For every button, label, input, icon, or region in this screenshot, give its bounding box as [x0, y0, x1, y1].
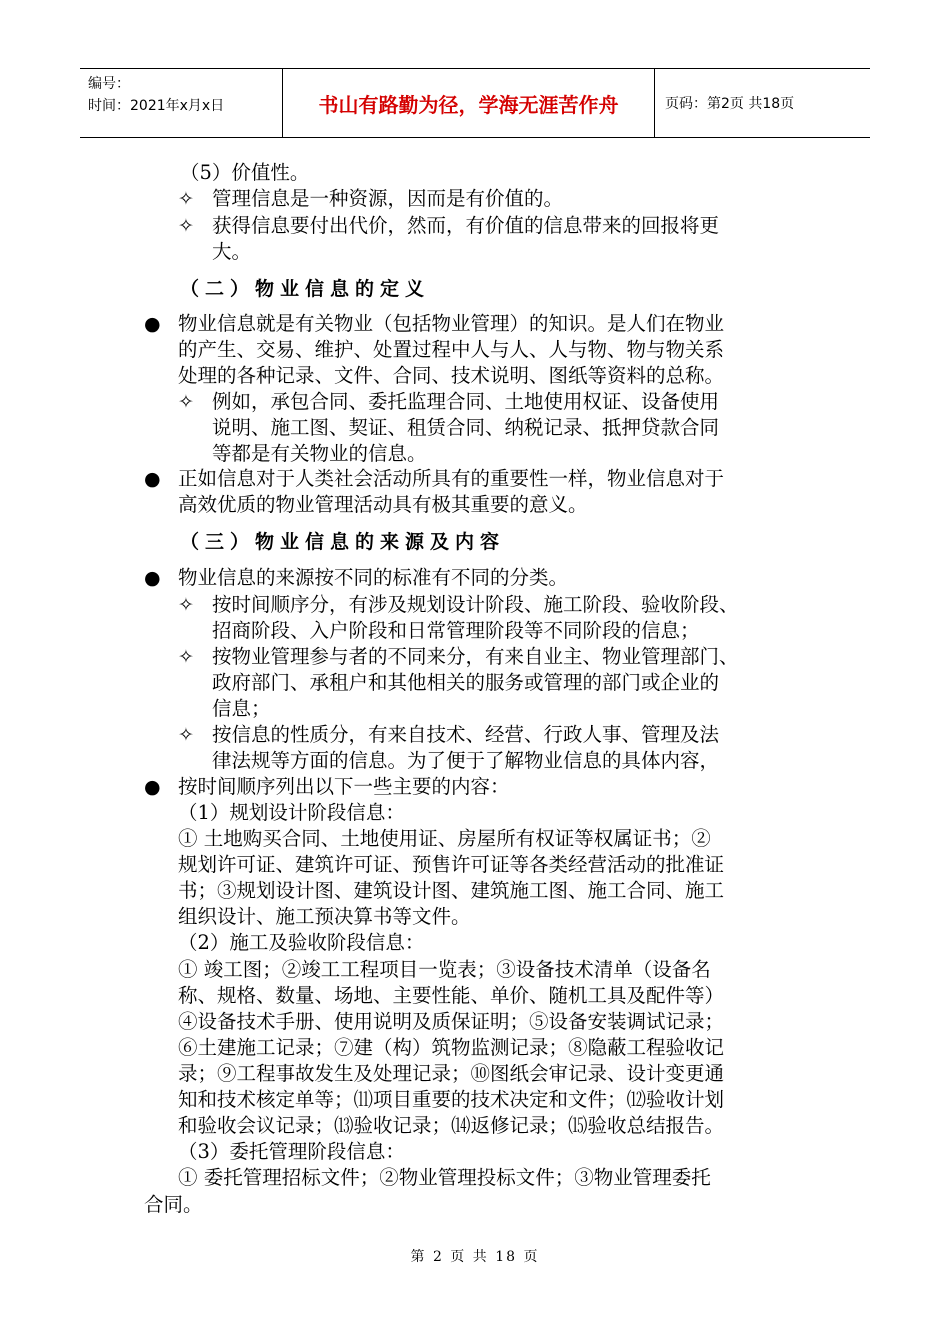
paragraph-text: 和验收会议记录；⒀验收记录；⒁返修记录；⒂验收总结报告。: [178, 1114, 725, 1137]
paragraph-text: 按物业管理参与者的不同来分，有来自业主、物业管理部门、: [212, 645, 739, 668]
header-page-info: 页码：第2页 共18页: [665, 96, 795, 112]
paragraph-text: 高效优质的物业管理活动具有极其重要的意义。: [178, 493, 588, 516]
paragraph-text: 律法规等方面的信息。为了便于了解物业信息的具体内容，: [212, 749, 720, 772]
paragraph-text: 称、规格、数量、场地、主要性能、单价、随机工具及配件等）: [178, 984, 725, 1007]
paragraph-text: 书；③规划设计图、建筑设计图、建筑施工图、施工合同、施工: [178, 879, 725, 902]
page-header: [80, 68, 870, 138]
paragraph-text: 按时间顺序列出以下一些主要的内容：: [178, 775, 510, 798]
doc-number-label: 编号：: [88, 76, 130, 92]
section-heading: （二）物业信息的定义: [180, 278, 431, 300]
paragraph-value: （5）价值性。: [180, 161, 310, 184]
paragraph-text: 按时间顺序分，有涉及规划设计阶段、施工阶段、验收阶段、: [212, 593, 739, 616]
diamond-bullet-icon: ✧: [178, 391, 194, 413]
paragraph-text: 招商阶段、入户阶段和日常管理阶段等不同阶段的信息；: [212, 619, 700, 642]
paragraph-text: 管理信息是一种资源，因而是有价值的。: [212, 187, 564, 210]
paragraph-text: 按信息的性质分，有来自技术、经营、行政人事、管理及法: [212, 723, 720, 746]
paragraph-text: ⑥土建施工记录；⑦建（构）筑物监测记录；⑧隐蔽工程验收记: [178, 1036, 725, 1059]
paragraph-text: 物业信息的来源按不同的标准有不同的分类。: [178, 566, 569, 589]
paragraph-text: 合同。: [144, 1193, 203, 1216]
dot-bullet-icon: ●: [144, 313, 161, 335]
page-footer: 第 2 页 共 18 页: [410, 1249, 540, 1265]
diamond-bullet-icon: ✧: [178, 646, 194, 668]
paragraph-text: 物业信息就是有关物业（包括物业管理）的知识。是人们在物业: [178, 312, 725, 335]
paragraph-text: 例如，承包合同、委托监理合同、土地使用权证、设备使用: [212, 390, 720, 413]
paragraph-text: ① 委托管理招标文件；②物业管理投标文件；③物业管理委托: [178, 1166, 711, 1189]
paragraph-text: 等都是有关物业的信息。: [212, 442, 427, 465]
subsection-title: （3）委托管理阶段信息：: [178, 1140, 405, 1163]
paragraph-text: 获得信息要付出代价，然而，有价值的信息带来的回报将更: [212, 214, 720, 237]
diamond-bullet-icon: ✧: [178, 594, 194, 616]
subsection-title: （2）施工及验收阶段信息：: [178, 931, 425, 954]
paragraph-text: 说明、施工图、契证、租赁合同、纳税记录、抵押贷款合同: [212, 416, 720, 439]
paragraph-text: 政府部门、承租户和其他相关的服务或管理的部门或企业的: [212, 671, 720, 694]
paragraph-text: ① 土地购买合同、土地使用证、房屋所有权证等权属证书；②: [178, 827, 711, 850]
dot-bullet-icon: ●: [144, 776, 161, 798]
diamond-bullet-icon: ✧: [178, 188, 194, 210]
doc-date: 时间：2021年x月x日: [88, 98, 225, 114]
paragraph-text: 规划许可证、建筑许可证、预售许可证等各类经营活动的批准证: [178, 853, 725, 876]
section-heading: （三）物业信息的来源及内容: [180, 531, 506, 553]
header-left-cell: [80, 69, 283, 137]
paragraph-text: ④设备技术手册、使用说明及质保证明；⑤设备安装调试记录；: [178, 1010, 725, 1033]
header-motto: 书山有路勤为径，学海无涯苦作舟: [283, 69, 655, 137]
paragraph-text: 录；⑨工程事故发生及处理记录；⑩图纸会审记录、设计变更通: [178, 1062, 725, 1085]
dot-bullet-icon: ●: [144, 468, 161, 490]
dot-bullet-icon: ●: [144, 567, 161, 589]
paragraph-text: 信息；: [212, 697, 271, 720]
paragraph-text: 处理的各种记录、文件、合同、技术说明、图纸等资料的总称。: [178, 364, 725, 387]
paragraph-text: 正如信息对于人类社会活动所具有的重要性一样，物业信息对于: [178, 467, 725, 490]
paragraph-text: 大。: [212, 240, 252, 263]
diamond-bullet-icon: ✧: [178, 724, 194, 746]
paragraph-text: 组织设计、施工预决算书等文件。: [178, 905, 471, 928]
paragraph-text: 知和技术核定单等；⑾项目重要的技术决定和文件；⑿验收计划: [178, 1088, 725, 1111]
diamond-bullet-icon: ✧: [178, 215, 194, 237]
paragraph-text: 的产生、交易、维护、处置过程中人与人、人与物、物与物关系: [178, 338, 725, 361]
subsection-title: （1）规划设计阶段信息：: [178, 801, 405, 824]
paragraph-text: ① 竣工图；②竣工工程项目一览表；③设备技术清单（设备名: [178, 958, 711, 981]
